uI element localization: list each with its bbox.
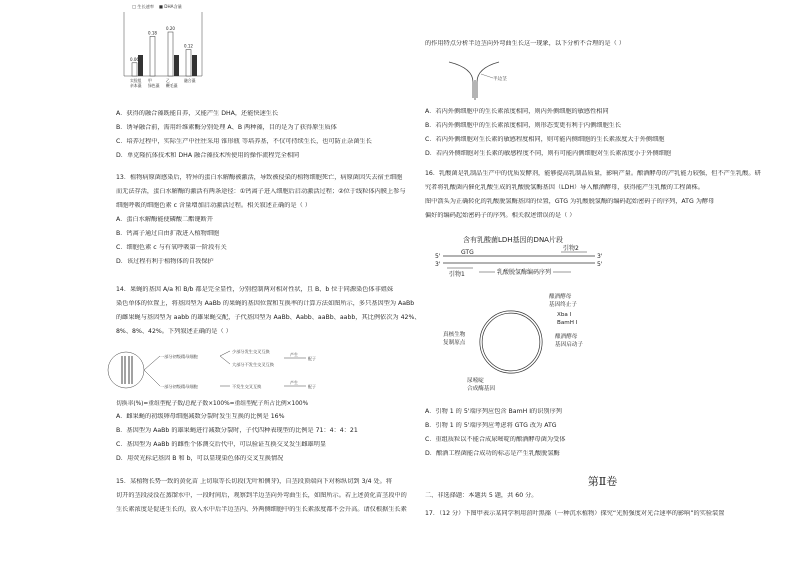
q16-stem-2: 究者将乳酸菌内催化乳酸生成的乳酸脱氢酶基因（LDH）导入酿酒酵母，获得能产生乳酸的工程菌株。 [425, 183, 704, 191]
q15-stem-2: 切开的茎段浸没在蒸馏水中，一段时间后，观察到半边茎向外弯曲生长，如图所示。若上述黄化苗茎段中的 [116, 491, 407, 499]
q16-option-d: D．酿酒工程菌能合成功的标志是产生乳酸脱氢酶 [425, 449, 560, 457]
bar-x-caption: 乙 [166, 78, 170, 83]
prime3-right: 3' [597, 253, 603, 260]
chart-legend-b: ■ DHA含量 [159, 4, 182, 9]
q16-option-a: A．引物 1 的 5'端序列应包含 BamH Ⅰ的识别序列 [425, 408, 562, 415]
terminator-1: 酿酒酵母 [549, 294, 572, 300]
prime3-left: 3' [435, 261, 441, 268]
bar-chart [114, 4, 204, 96]
q15-option-c: C．若内外侧细胞对生长素的敏感程度相同，则可能内侧细胞的生长素浓度大于外侧细胞 [425, 135, 665, 143]
q14-option-c: C．基因型为 AaBb 的雌性个体测交后代中，可以验证互换交叉发生雌雄明显 [116, 441, 327, 449]
q14-stem-1: 14．果蝇的基因 A/a 和 B/b 都是完全显性，分别控制两对相对性状，且 B、b 位于同源染色体非姐妹 [116, 286, 394, 293]
primer2-label: 引物2 [563, 245, 579, 252]
q16-stem-4: 偏好的编码起始密码子的序列。相关叙述错误的是（ ） [425, 211, 576, 219]
section-title: 第Ⅱ卷 [587, 475, 618, 488]
q15-option-d: D．若内外侧细胞对生长素的敏感程度不同，则有可能内侧细胞对生长素浓度小于外侧细胞 [425, 149, 672, 157]
chart-legend-a: □ 生长速率 [132, 4, 155, 9]
diagram-bottom-line: 一部分初级精母细胞 [160, 384, 198, 389]
q16-option-c: C．重组质粒以不能合成尿嘧啶的酿酒酵母菌为受体 [425, 435, 566, 443]
stem-label: 半边茎 [493, 77, 507, 82]
ura-2: 合成酶基因 [467, 386, 495, 392]
q12-option-c: C．培养过程中，实际生产中往往采用 锥形瓶 等培养基，不仅可持续生长，也可防止杂菌生长 [116, 137, 372, 145]
diagram-arrow-3: 产生 [290, 380, 298, 385]
bar-growth-3 [186, 50, 191, 76]
q13-stem-1: 13．植物病原菌感染后，特异的蛋白水解酶被激活，导致被侵染的植物细胞死亡，病原菌因失去宿主细胞 [116, 174, 403, 181]
bar-x-caption: 甲 [148, 78, 152, 83]
bar-x-caption: 绿色藻 [148, 83, 160, 88]
q16-stem-1: 16．乳酸菌是乳制品生产中的优质发酵剂，能够提高乳制品质量，影响产量。酿酒酵母的产乳能力较强，但不产生乳酸。研 [425, 170, 761, 177]
bar-value-label: 0.18 [148, 30, 157, 36]
gene-diagram [425, 234, 625, 394]
bar-x-caption: 实验组 [130, 78, 142, 83]
plasmid-origin-1: 真核生物 [443, 332, 466, 338]
q14-option-d: D．用荧光标记基因 B 和 b，可以显现染色体的交叉互换情况 [116, 455, 284, 463]
xba-site: Xba Ⅰ [557, 312, 572, 318]
diagram-arrow-4: 配子 [308, 384, 316, 389]
bar-dha-3 [192, 55, 197, 76]
q13-stem-3: 细胞呼吸的细胞色素 c 含量增加启动激活过程。相关叙述正确的是（ ） [116, 201, 311, 209]
bar-x-caption: 融合藻 [184, 78, 196, 83]
q16-stem-3: 图中箭头为正确转化的乳酸脱氢酶基因的位置，GTG 为乳酸脱氢酶的编码起始密码子的序列，ATG 为酵母 [425, 197, 715, 205]
promoter-2: 基因启动子 [555, 342, 583, 348]
q15-option-b: B．若内外侧细胞中的生长素浓度相同，则形态变更有利于内侧细胞生长 [425, 121, 622, 129]
q15-stem-3: 生长素浓度是促进生长的，放入水中后半边茎内、外两侧细胞中的生长素浓度都不会升高。请仅根据生长素 [116, 505, 407, 513]
q12-option-b: B．诱导融合前，需用纤维素酶分别处理 A、B 两种藻，目的是为了获得原生质体 [116, 123, 337, 131]
diagram-top-line: 一部分初级精母细胞 [160, 354, 198, 359]
diagram-top-b: 大部分不发生交叉互换 [232, 362, 274, 367]
bam-site: BamH Ⅰ [557, 320, 578, 326]
bar-dha-2 [174, 55, 179, 76]
bar-x-caption: 鞭毛藻 [166, 83, 178, 88]
diagram-arrow-2: 配子 [308, 356, 316, 361]
bar-growth-1 [150, 36, 155, 76]
crossover-diagram [102, 346, 332, 396]
q13-stem-2: 而无法存活，蛋白水解酶的激活有两条途径：①钙离子进入细胞后启动激活过程；②位于线粒体内膜上参与 [116, 187, 406, 195]
diagram-arrow-1: 产生 [290, 352, 298, 357]
q14-stem-2: 染色单体的位置上，将基因型为 AaBb 的果蝇的基因位置和互换率的计算方法如图所示，多只基因型为 AaBb [116, 299, 415, 307]
diagram-top-a: 少部分发生交叉互换 [232, 349, 270, 354]
q14-option-a: A．雌果蝇的初级卵母细胞减数分裂时发生互换的比例是 16% [116, 413, 285, 421]
plasmid-origin-2: 复制原点 [443, 340, 466, 346]
terminator-2: 基因终止子 [549, 302, 577, 308]
diagram-bottom-a: 不发生交叉互换 [232, 384, 262, 389]
primer1-label: 引物1 [449, 271, 465, 278]
q14-stem-3: 的雌果蝇与基因型为 aabb 的雄果蝇交配，子代基因型为 AaBb、Aabb、aaBb、aabb，其比例依次为 42%、 [116, 313, 421, 321]
q12-option-d: D．单克隆抗体技术和 DHA 融合藻技术所使用的操作流程完全相同 [116, 151, 300, 159]
prime5-right: 5' [597, 261, 603, 268]
gene-diagram-title: 含有乳酸菌LDH基因的DNA片段 [463, 236, 563, 244]
q13-option-c: C．细胞色素 c 与有氧呼吸第一阶段有关 [116, 243, 227, 251]
q13-option-a: A．蛋白水解酶能使磷酸二酯键断开 [116, 215, 214, 223]
section-note: 二、非选择题：本题共 5 题，共 60 分。 [425, 492, 538, 499]
stem-diagram [435, 52, 515, 102]
coding-label: 乳酸脱氢酶编码序列 [497, 269, 552, 276]
q16-option-b: B．引物 1 的 5'端序列应考虑将 GTG 改为 ATG [425, 421, 557, 429]
q15-option-a: A．若内外侧细胞中的生长素浓度相同，则内外侧细胞的敏感性相同 [425, 108, 609, 115]
q15-stem-1: 15．某植物长势一致的黄化苗 上切取等长切段(无叶和侧芽)，自茎段顶端向下对称纵切到 3/4 处。将 [116, 478, 393, 485]
q14-stem-4: 8%、8%、42%。下列叙述正确的是（ ） [116, 327, 232, 335]
q17-stem: 17．（12 分）下图甲表示某同学利用菹叶黑藻（一种沉水植物）探究“光照强度对光合速率的影响”的实验装置 [425, 510, 725, 517]
bar-value-label: 0.20 [166, 26, 175, 31]
q13-option-b: B．钙离子通过自由扩散进入植物细胞 [116, 229, 220, 237]
bar-growth-0 [132, 63, 137, 76]
gtg-label: GTG [461, 249, 474, 256]
q15-stem-cont: 的作用特点分析半边茎向外弯曲生长这一现象，以下分析不合理的是（ ） [425, 40, 625, 47]
q14-formula: 切换率(%)=重组型配子数/总配子数×100%=重组型配子所占比例×100% [116, 401, 309, 407]
q13-option-d: D．该过程有利于植物体的自我保护 [116, 257, 214, 265]
bar-growth-2 [168, 32, 173, 76]
q12-option-a: A．获得的融合藻既能自养，又能产生 DHA，还能快速生长 [116, 110, 279, 117]
promoter-1: 酿酒酵母 [555, 334, 578, 340]
q14-option-b: B．基因型为 AaBb 的雄果蝇进行减数分裂时，子代四种表现型的比例是 71：4：4：21 [116, 427, 358, 435]
bar-x-caption: 亲本藻 [130, 83, 142, 88]
ura-1: 尿嘧啶 [467, 378, 484, 384]
bar-value-label: 0.06 [130, 56, 139, 62]
prime5-left: 5' [435, 253, 441, 260]
bar-value-label: 0.12 [184, 43, 193, 49]
